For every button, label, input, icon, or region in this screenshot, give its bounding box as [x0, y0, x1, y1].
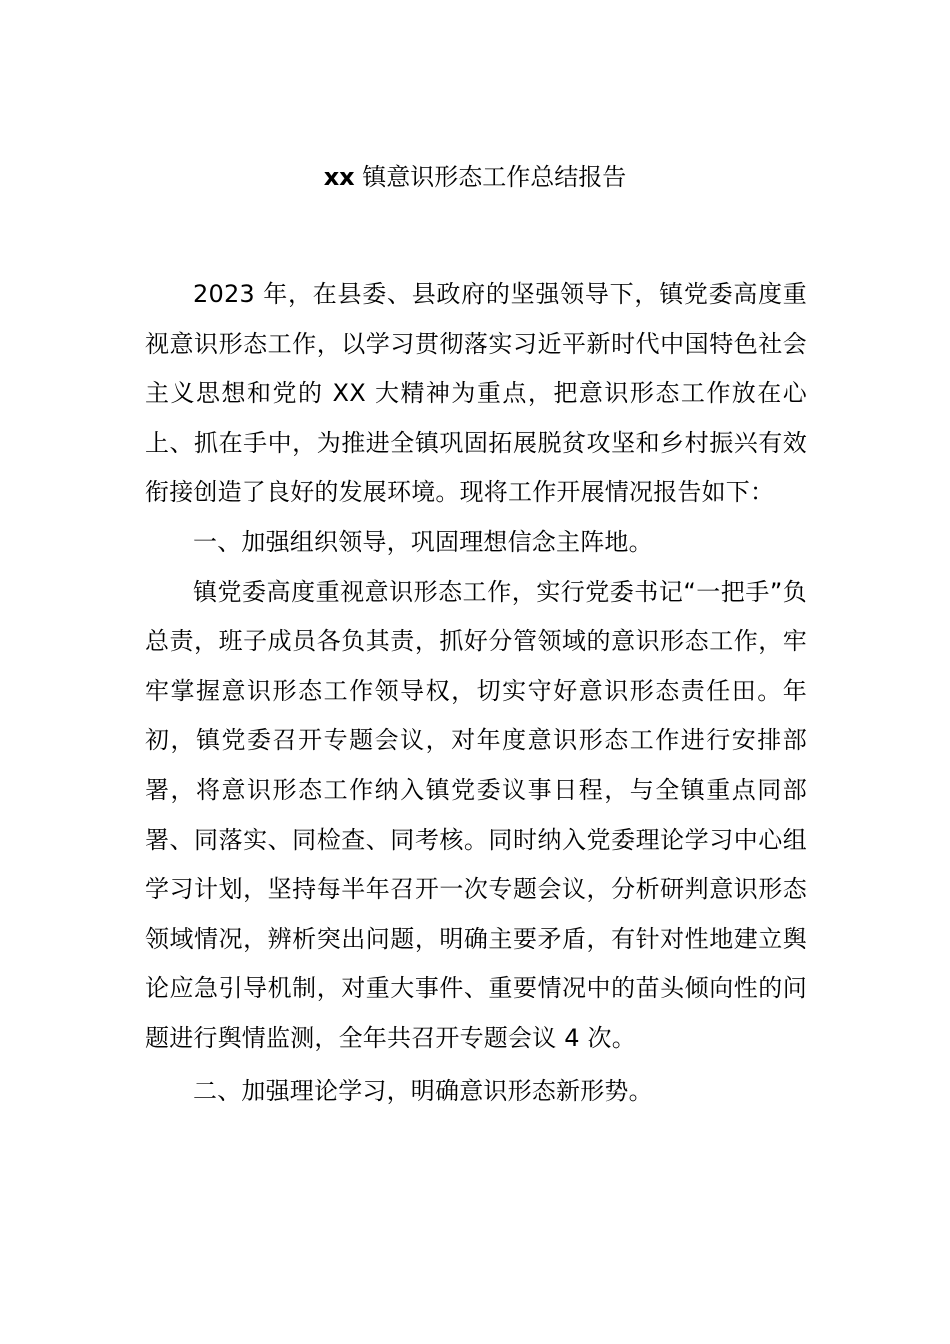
section-heading-1: 一、加强组织领导，巩固理想信念主阵地。 [193, 527, 653, 556]
section-heading-2: 二、加强理论学习，明确意识形态新形势。 [193, 1076, 653, 1105]
document-title [0, 160, 950, 194]
section-1-paragraph: 镇党委高度重视意识形态工作，实行党委书记“一把手”负总责，班子成员各负其责，抓好分管领域的意识形态工作，牢牢掌握意识形态工作领导权，切实守好意识形态责任田。年初，镇党委召开专题会议，对年度意识形态工作进行安排部署，将意识形态工作纳入镇党委议事日程，与全镇重点同部署、同落实、同检查、同考核。同时纳入党委理论学习中心组学习计划，坚持每半年召开一次专题会议，分析研判意识形态领域情况，辨析突出问题，明确主要矛盾，有针对性地建立舆论应急引导机制，对重大事件、重要情况中的苗头倾向性的问题进行舆情监测，全年共召开专题会议 4 次。 [145, 577, 807, 1052]
title-main: 镇意识形态工作总结报告 [354, 163, 627, 191]
intro-paragraph: 2023 年，在县委、县政府的坚强领导下，镇党委高度重视意识形态工作，以学习贯彻落实习近平新时代中国特色社会主义思想和党的 XX 大精神为重点，把意识形态工作放在心上、抓在手中，为推进全镇巩固拓展脱贫攻坚和乡村振兴有效衔接创造了良好的发展环境。现将工作开展情况报告如下： [145, 280, 807, 507]
document-body [145, 270, 807, 1116]
title-prefix: xx [323, 163, 355, 191]
